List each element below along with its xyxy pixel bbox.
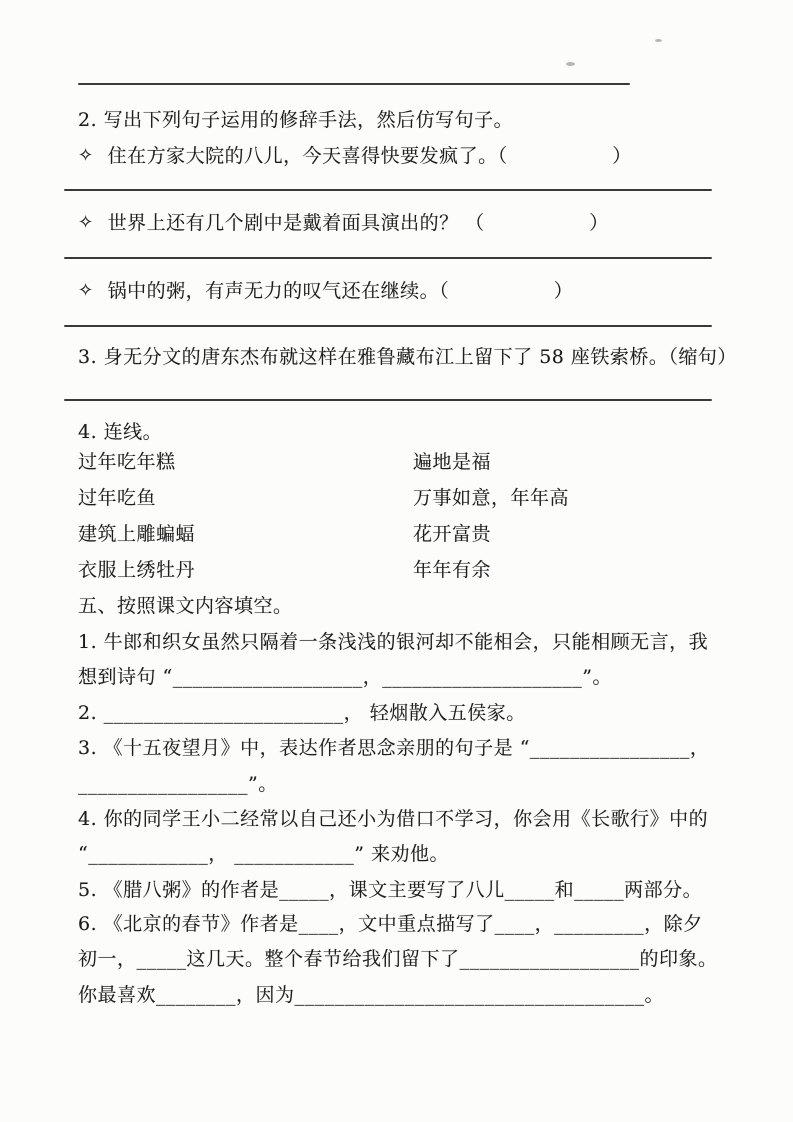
- q5-5-line: 5. 《腊八粥》的作者是_____，课文主要写了八儿_____和_____两部分。: [78, 879, 703, 901]
- match-row-2: [78, 485, 718, 511]
- q5-1-line-2: 想到诗句 “___________________，____________________”。: [78, 666, 612, 688]
- four-pointed-star-icon: ✧: [78, 280, 94, 301]
- q5-4-line-1: 4. 你的同学王小二经常以自己还小为借口不学习，你会用《长歌行》中的: [78, 808, 709, 830]
- q5-3-line-1: 3. 《十五夜望月》中，表达作者思念亲朋的句子是 “________________，: [78, 737, 710, 759]
- question-3-text: 3. 身无分文的唐东杰布就这样在雅鲁藏布江上留下了 58 座铁索桥。（缩句）: [78, 346, 737, 368]
- scan-speck: [655, 39, 662, 42]
- scan-speck: [566, 62, 575, 66]
- q5-6-line-3: 你最喜欢________，因为___________________________________。: [78, 984, 665, 1006]
- match-right-item: 万事如意，年年高: [413, 487, 570, 509]
- answer-rule: [64, 189, 712, 191]
- answer-rule: [64, 325, 712, 327]
- sentence-text: 世界上还有几个剧中是戴着面具演出的？ （ ）: [107, 212, 609, 234]
- answer-rule: [78, 83, 630, 85]
- sentence-text: 住在方家大院的八儿，今天喜得快要发疯了。（ ）: [107, 145, 632, 167]
- match-row-4: [78, 557, 718, 583]
- match-row-3: [78, 521, 718, 547]
- match-left-item: 建筑上雕蝙蝠: [78, 523, 196, 545]
- question-2-heading: 2. 写出下列句子运用的修辞手法，然后仿写句子。: [78, 109, 514, 131]
- q5-6-line-1: 6. 《北京的春节》作者是____，文中重点描写了____，_________，除夕: [78, 913, 703, 935]
- answer-rule: [64, 399, 712, 401]
- sentence-text: 锅中的粥，有声无力的叹气还在继续。（ ）: [107, 280, 574, 302]
- question-2-item-1: [78, 143, 632, 170]
- match-left-item: 过年吃鱼: [78, 487, 157, 509]
- question-4-heading: 4. 连线。: [78, 421, 163, 443]
- q5-3-line-2: _________________”。: [78, 773, 278, 795]
- section-5-heading: 五、按照课文内容填空。: [78, 595, 293, 617]
- question-2-item-2: [78, 210, 609, 237]
- q5-2-line: 2. ________________________， 轻烟散入五侯家。: [78, 702, 526, 724]
- match-right-item: 花开富贵: [413, 523, 492, 545]
- match-row-1: [78, 449, 718, 475]
- question-2-item-3: [78, 278, 573, 305]
- q5-6-line-2: 初一，_____这几天。整个春节给我们留下了__________________的印象。: [78, 948, 718, 970]
- four-pointed-star-icon: ✧: [78, 212, 94, 233]
- match-right-item: 遍地是福: [413, 451, 492, 473]
- match-right-item: 年年有余: [413, 559, 492, 581]
- answer-rule: [64, 257, 712, 259]
- q5-4-line-2: “____________， ____________” 来劝他。: [78, 843, 450, 865]
- q5-1-line-1: 1. 牛郎和织女虽然只隔着一条浅浅的银河却不能相会，只能相顾无言，我: [78, 631, 709, 653]
- four-pointed-star-icon: ✧: [78, 145, 94, 166]
- match-left-item: 过年吃年糕: [78, 451, 176, 473]
- match-left-item: 衣服上绣牡丹: [78, 559, 196, 581]
